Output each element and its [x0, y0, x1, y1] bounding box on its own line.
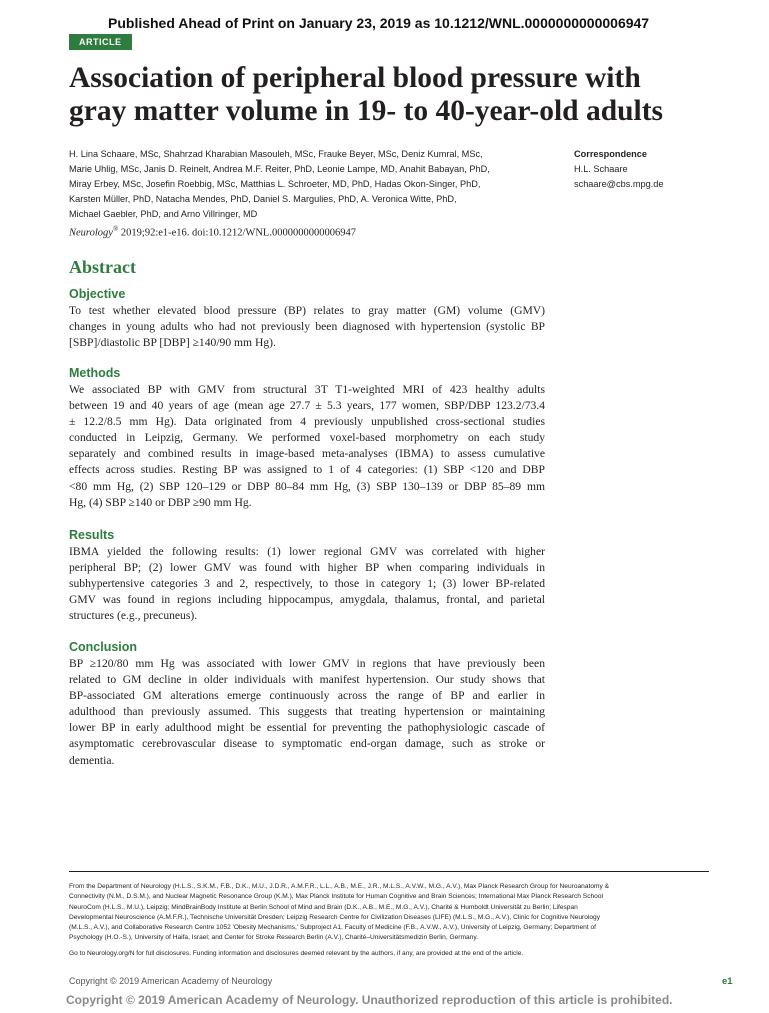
copyright-banner: Copyright © 2019 American Academy of Neurology. Unauthorized reproduction of this article is prohibited.	[66, 993, 673, 1007]
publication-banner: Published Ahead of Print on January 23, 2019 as 10.1212/WNL.0000000000006947	[108, 15, 650, 31]
conclusion-heading: Conclusion	[69, 640, 138, 654]
text-line: asymptomatic cerebrovascular disease to symptomatic end-organ damage, such as stroke or	[69, 737, 545, 751]
text-line: ± 12.2/8.5 mm Hg). Data originated from 4 previously unpublished cross-sectional studies	[69, 415, 545, 429]
author-line: Michael Gaebler, PhD, and Arno Villringer, MD	[69, 209, 258, 220]
author-line: Marie Uhlig, MSc, Janis D. Reinelt, Andrea M.F. Reiter, PhD, Leonie Lampe, MD, Anahit Babayan, PhD,	[69, 164, 490, 175]
conclusion-text	[69, 656, 545, 769]
objective-text	[69, 303, 545, 351]
author-line: Miray Erbey, MSc, Josefin Roebbig, MSc, Matthias L. Schroeter, MD, PhD, Hadas Okon-Singer, PhD,	[69, 179, 481, 190]
text-line: subhypertensive categories 3 and 2, respectively, to those in category 1; (3) lower BP-related	[69, 577, 545, 591]
author-line: H. Lina Schaare, MSc, Shahrzad Kharabian Masouleh, MSc, Frauke Beyer, MSc, Deniz Kumral, MSc,	[69, 149, 483, 159]
affiliation-line: Psychology (H.O.-S.), University of Haifa, Israel; and Center for Stroke Research Berlin (A.V.), Charité–Universitätsmedizin Berlin, Germany.	[69, 934, 478, 942]
text-line: IBMA yielded the following results: (1) lower regional GMV was correlated with higher	[69, 545, 545, 558]
text-line: BP-associated GM alterations emerge continuously across the range of BP and earlier in	[69, 689, 545, 703]
text-line: conducted in Leipzig, Germany. We performed voxel-based morphometry on each study	[69, 431, 545, 445]
text-line: related to GM decline in older individuals with manifest hypertension. Our study shows that	[69, 673, 545, 687]
citation-line	[69, 225, 356, 239]
title-line: gray matter volume in 19- to 40-year-old adults	[69, 95, 664, 127]
footer-copyright: Copyright © 2019 American Academy of Neurology	[69, 976, 273, 986]
text-line: dementia.	[69, 753, 115, 767]
results-heading: Results	[69, 528, 115, 542]
correspondence-block	[574, 147, 714, 192]
text-line: between 19 and 40 years of age (mean age 27.7 ± 5.3 years, 177 women, SBP/DBP 123.2/73.4	[69, 399, 545, 413]
affiliation-line: From the Department of Neurology (H.L.S., S.K.M., F.B., D.K., M.U., J.D.R., A.M.F.R., L.L., A.B., M.E., J.R., M.L.S., A.V.W., M.G., A.V.), Max Planck Research Group for Neuroanatomy &	[69, 883, 610, 890]
text-line: changes in young adults who had not previously been diagnosed with hypertension (systolic BP	[69, 320, 545, 334]
article-type-badge: ARTICLE	[69, 34, 132, 50]
registered-mark: ®	[112, 225, 119, 233]
text-line: adulthood than previously assumed. This suggests that treating hypertension or maintaining	[69, 705, 545, 719]
text-line: separately and combined results in image-based meta-analyses (IBMA) to assess cumulative	[69, 447, 545, 461]
text-line: GMV was found in regions including hippocampus, amygdala, thalamus, frontal, and parietal	[69, 593, 545, 607]
text-line: [SBP]/diastolic BP [DBP] ≥140/90 mm Hg).	[69, 336, 276, 350]
methods-heading: Methods	[69, 366, 121, 380]
text-line: We associated BP with GMV from structural 3T T1-weighted MRI of 423 healthy adults	[69, 383, 545, 396]
affiliation-line: Developmental Neuroscience (A.M.F.R.), Technische Universität Dresden; Leipzig Research Centre for Civilization Diseases (LIFE) (M.L.S., M.G., A.V.), Clinic for Cognitive Neurology	[69, 913, 601, 921]
text-line: lower BP in early adulthood might be essential for preventing the pathophysiologic cascade of	[69, 721, 545, 735]
affiliation-line: Connectivity (N.M., D.S.M.), and Nuclear Magnetic Resonance Group (K.M.), Max Planck Institute for Human Cognitive and Brain Sciences; International Max Planck Research School	[69, 893, 603, 901]
text-line: structures (e.g., precuneus).	[69, 609, 198, 623]
disclosures-note: Go to Neurology.org/N for full disclosures. Funding information and disclosures deemed relevant by the authors, if any, are provided at the end of the article.	[69, 950, 524, 957]
text-line: Hg, (4) SBP ≥140 or DBP ≥90 mm Hg.	[69, 495, 252, 509]
affiliation-line: (M.L.S., A.V.), and Collaborative Research Centre 1052 'Obesity Mechanisms,' Subproject A1, Faculty of Medicine (F.B., A.V.W., A.V.), University of Leipzig, Germany; Department of	[69, 924, 596, 932]
text-line: peripheral BP; (2) lower GMV was found with higher BP when comparing individuals in	[69, 561, 545, 575]
title-line: Association of peripheral blood pressure with	[69, 62, 641, 94]
text-line: effects across studies. Resting BP was assigned to 1 of 4 categories: (1) SBP <120 and DBP	[69, 463, 545, 477]
affiliations	[69, 882, 709, 944]
results-text	[69, 544, 545, 624]
journal-name: Neurology	[69, 227, 113, 239]
citation-details: 2019;92:e1-e16. doi:10.1212/WNL.0000000000006947	[118, 227, 356, 239]
correspondence-name: H.L. Schaare	[574, 164, 628, 175]
abstract-heading: Abstract	[69, 257, 136, 277]
article-title	[69, 62, 709, 128]
correspondence-heading: Correspondence	[574, 149, 648, 159]
text-line: BP ≥120/80 mm Hg was associated with lower GMV in regions that have previously been	[69, 657, 545, 670]
footnote-divider	[69, 871, 709, 872]
text-line: To test whether elevated blood pressure (BP) relates to gray matter (GM) volume (GMV)	[69, 304, 545, 317]
page-number: e1	[722, 976, 733, 987]
objective-heading: Objective	[69, 287, 126, 301]
author-line: Karsten Müller, PhD, Natacha Mendes, PhD, Daniel S. Margulies, PhD, A. Veronica Witte, PhD,	[69, 194, 457, 205]
methods-text	[69, 382, 545, 511]
affiliation-line: NeuroCom (H.L.S., M.U.), Leipzig; MindBrainBody Institute at Berlin School of Mind and Brain (D.K., A.B., M.E., M.G., A.V.), Charité & Humboldt Universität zu Berlin; Lifespan	[69, 903, 578, 911]
correspondence-email[interactable]: schaare@cbs.mpg.de	[574, 179, 664, 190]
text-line: <80 mm Hg, (2) SBP 120–129 or DBP 80–84 mm Hg, (3) SBP 130–139 or DBP 85–89 mm	[69, 479, 545, 493]
author-list	[69, 147, 549, 222]
